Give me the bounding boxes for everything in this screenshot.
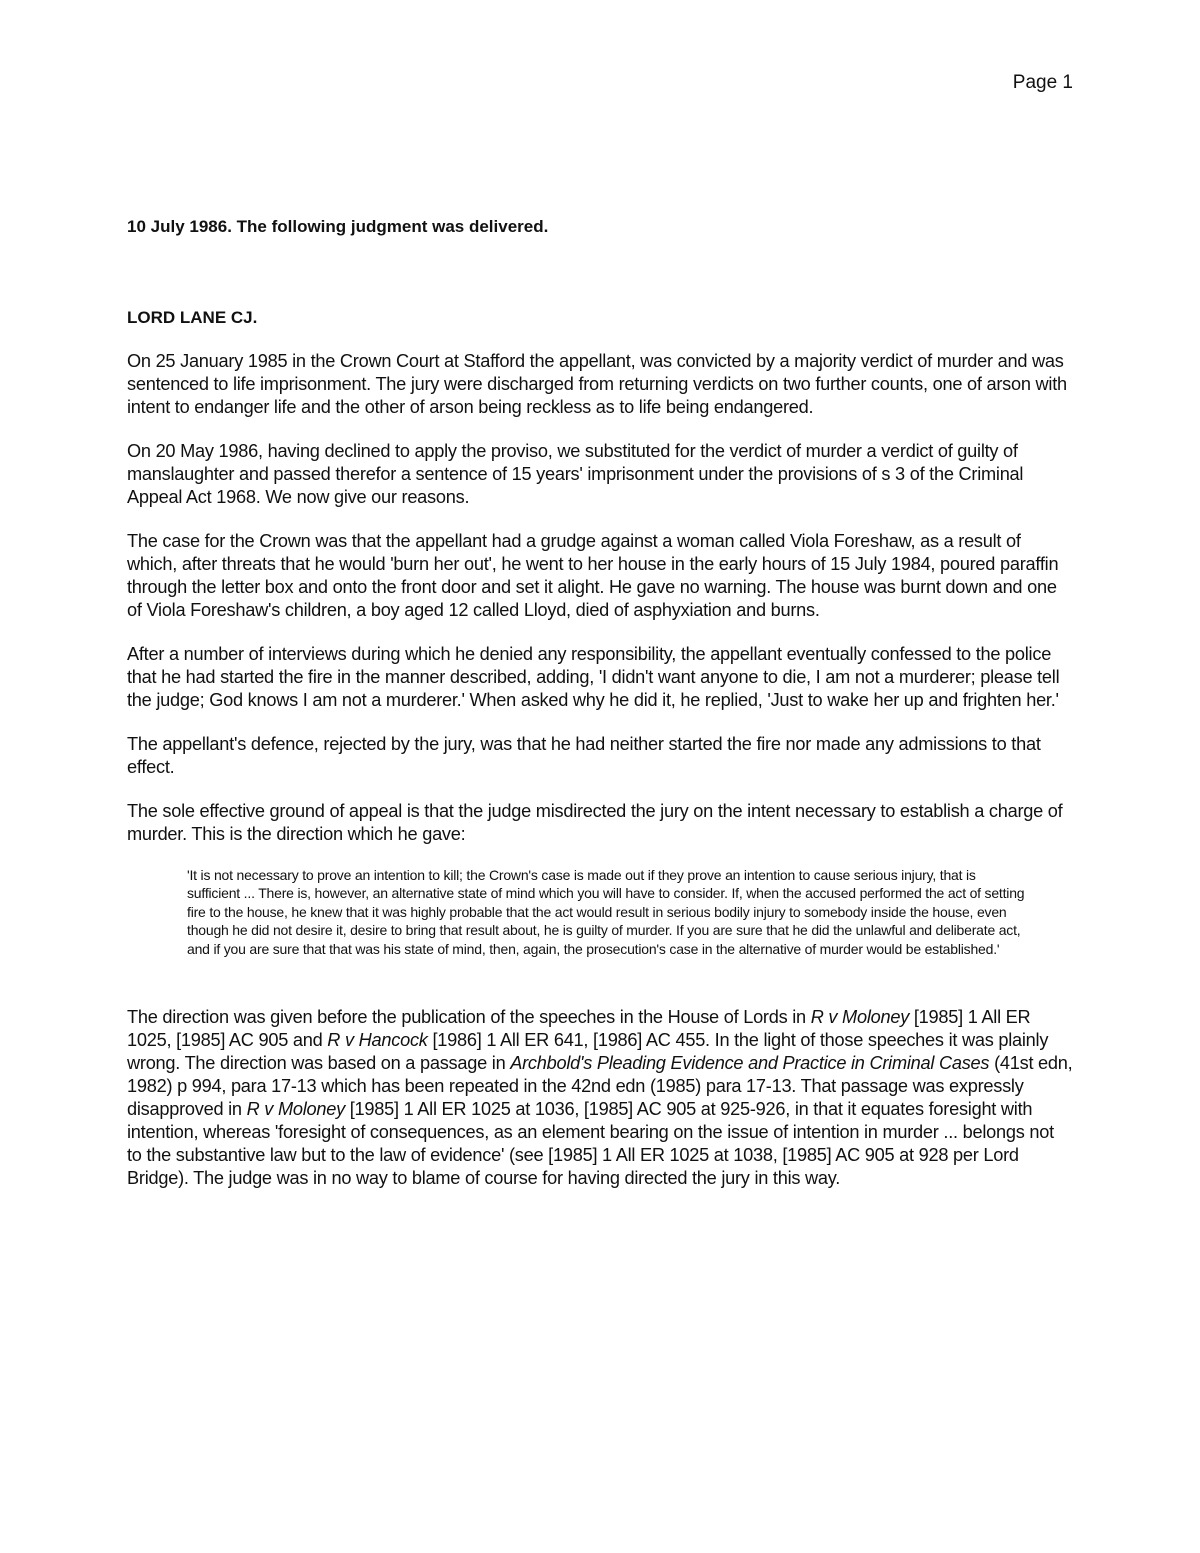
case-citation: R v Moloney [810,1007,910,1028]
page-number: Page 1 [1012,72,1073,93]
document-body [127,215,1073,1190]
text-run: The direction was given before the publication of the speeches in the House of Lords in [127,1007,811,1028]
paragraph: On 25 January 1985 in the Crown Court at Stafford the appellant, was convicted by a majority verdict of murder and was sentenced to life imprisonment. The jury were discharged from returning verdicts on two further counts, one of arson with intent to endanger life and the other of arson being reckless as to life being endangered. [127,351,1067,417]
paragraph: The appellant's defence, rejected by the jury, was that he had neither started the fire nor made any admissions to that effect. [127,734,1041,777]
text-run: (41st edn, 1982) p 994, para 17-13 which has been repeated in the 42nd edn (1985) para 17-13. That passage was expressly disapproved in [127,1053,1073,1120]
paragraph: After a number of interviews during which he denied any responsibility, the appellant eventually confessed to the police that he had started the fire in the manner described, adding, 'I didn't want anyone to die, I am not a murderer; please tell the judge; God knows I am not a murderer.' When asked why he did it, he replied, 'Just to wake her up and frighten her.' [127,644,1060,710]
book-title: Archbold's Pleading Evidence and Practice in Criminal Cases [510,1053,990,1074]
block-quote: 'It is not necessary to prove an intention to kill; the Crown's case is made out if they prove an intention to cause serious injury, that is sufficient ... There is, however, an alternative state of mind which you will have to consider. If, when the accused performed the act of setting fire to the house, he knew that it was highly probable that the act would result in serious bodily injury to somebody inside the house, even though he did not desire it, desire to bring that result about, he is guilty of murder. If you are sure that he did the unlawful and deliberate act, and if you are sure that that was his state of mind, then, again, the prosecution's case in the alternative of murder would be established.' [187,867,1025,957]
paragraph: The case for the Crown was that the appellant had a grudge against a woman called Viola Foreshaw, as a result of which, after threats that he would 'burn her out', he went to her house in the early hours of 15 July 1984, poured paraffin through the letter box and onto the front door and set it alight. He gave no warning. The house was burnt down and one of Viola Foreshaw's children, a boy aged 12 called Lloyd, died of asphyxiation and burns. [127,531,1059,620]
date-line: 10 July 1986. The following judgment was delivered. [127,217,549,236]
case-citation: R v Hancock [327,1030,428,1051]
text-run: [1985] 1 All ER 1025, [1985] AC 905 and [127,1007,1031,1051]
paragraph [127,1006,1073,1190]
text-run: [1986] 1 All ER 641, [1986] AC 455. In the light of those speeches it was plainly wrong. The direction was based on a passage in [127,1030,1049,1074]
case-citation: R v Moloney [246,1099,345,1120]
judge-name: LORD LANE CJ. [127,308,258,327]
paragraph: On 20 May 1986, having declined to apply the proviso, we substituted for the verdict of murder a verdict of guilty of manslaughter and passed therefor a sentence of 15 years' imprisonment under the provisions of s 3 of the Criminal Appeal Act 1968. We now give our reasons. [127,441,1024,507]
paragraph: The sole effective ground of appeal is that the judge misdirected the jury on the intent necessary to establish a charge of murder. This is the direction which he gave: [127,801,1063,844]
text-run: [1985] 1 All ER 1025 at 1036, [1985] AC 905 at 925-926, in that it equates foresight with intention, whereas 'foresight of consequences, as an element bearing on the issue of intention in murder ... belongs not to the substantive law but to the law of evidence' (see [1985] 1 All ER 1025 at 1038, [1985] AC 905 at 928 per Lord Bridge). The judge was in no way to blame of course for having directed the jury in this way. [127,1099,1054,1189]
